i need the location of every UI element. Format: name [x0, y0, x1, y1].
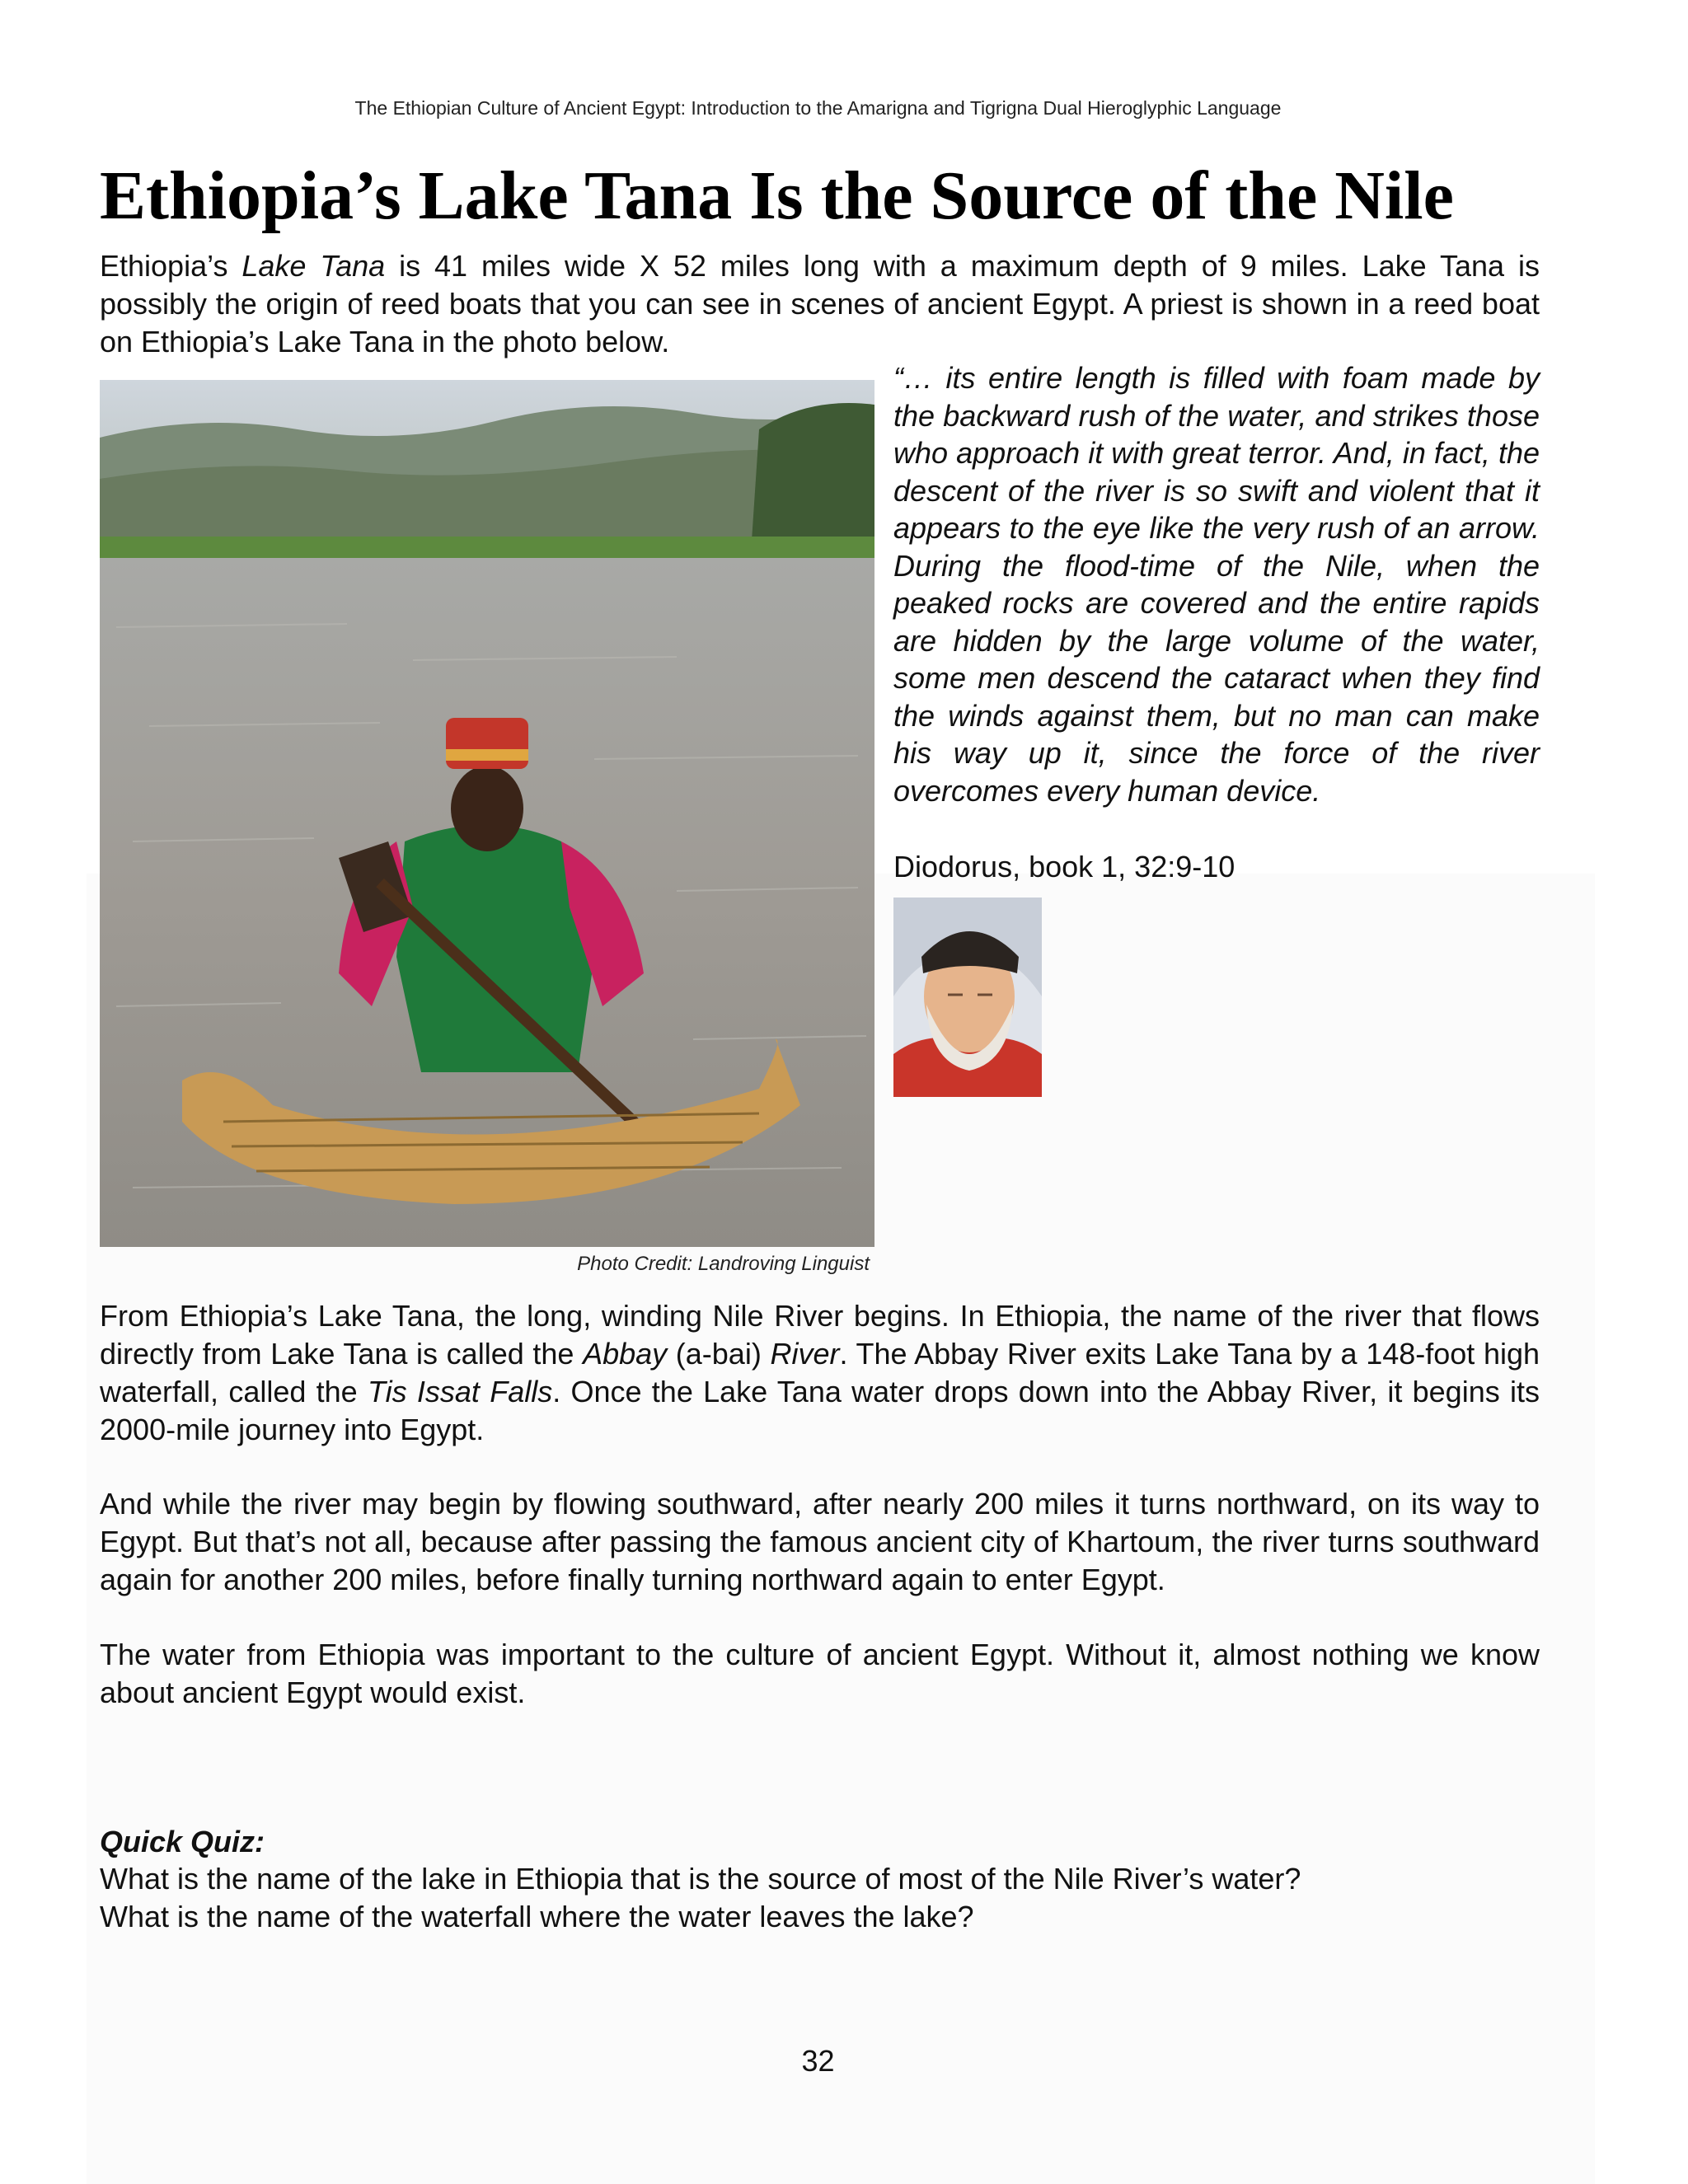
paragraph-importance: The water from Ethiopia was important to the culture of ancient Egypt. Without it, almost nothing we know about ancient Egypt would exist. [100, 1638, 1540, 1709]
quiz-heading: Quick Quiz: [100, 1825, 265, 1858]
lake-tana-reed-boat-photo [100, 380, 874, 1247]
photo-credit: Photo Credit: Landroving Linguist [577, 1253, 870, 1275]
diodorus-quote: “… its entire length is filled with foam made by the backward rush of the water, and strikes those who approach it with great terror. And, in fact, the descent of the river is so swift and violent that it appears to the eye like the very rush of an arrow. During the flood-time of the Nile, when the peaked rocks are covered and the entire rapids are hidden by the large volume of the water, some men descend the cataract when they find the winds against them, but no man can make his way up it, since the force of the river overcomes every human device. [893, 361, 1540, 808]
intro-paragraph: Ethiopia’s Lake Tana is 41 miles wide X 52 miles long with a maximum depth of 9 miles. Lake Tana is possibly the origin of reed boats that you can see in scenes of ancient Egypt. A priest is shown in a reed boat on Ethiopia’s Lake Tana in the photo below. [100, 249, 1540, 359]
page-number: 32 [801, 2044, 835, 2078]
page-title: Ethiopia’s Lake Tana Is the Source of the Nile [100, 157, 1454, 234]
quote-source: Diodorus, book 1, 32:9-10 [893, 850, 1236, 883]
paragraph-nile-begins: From Ethiopia’s Lake Tana, the long, winding Nile River begins. In Ethiopia, the name of the river that flows directly from Lake Tana is called the Abbay (a-bai) River. The Abbay River exits Lake Tana by a 148-foot high waterfall, called the Tis Issat Falls. Once the Lake Tana water drops down into the Abbay River, it begins its 2000-mile journey into Egypt. [100, 1299, 1540, 1446]
quiz-question-1: What is the name of the lake in Ethiopia that is the source of most of the Nile River’s water? [100, 1862, 1301, 1896]
diodorus-portrait [893, 898, 1042, 1097]
paragraph-river-course: And while the river may begin by flowing southward, after nearly 200 miles it turns northward, on its way to Egypt. But that’s not all, because after passing the famous ancient city of Khartoum, the river turns southward again for another 200 miles, before finally turning northward again to enter Egypt. [100, 1487, 1540, 1596]
running-header: The Ethiopian Culture of Ancient Egypt: Introduction to the Amarigna and Tigrigna Dual Hieroglyphic Language [354, 97, 1282, 119]
quiz-question-2: What is the name of the waterfall where the water leaves the lake? [100, 1900, 974, 1933]
